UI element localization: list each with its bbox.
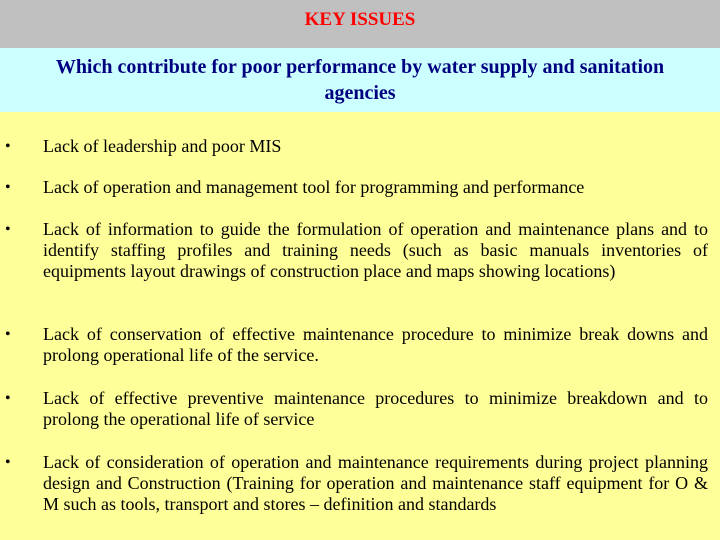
- title-bar: [0, 0, 720, 48]
- bullet-icon: •: [5, 390, 11, 407]
- list-item-text: Lack of leadership and poor MIS: [43, 136, 282, 156]
- list-item-text: Lack of conservation of effective maintenance procedure to minimize break downs and prolong operational life of the service.: [43, 324, 708, 365]
- slide-title: KEY ISSUES: [304, 9, 416, 30]
- bullet-icon: •: [5, 179, 11, 196]
- bullet-icon: •: [5, 454, 11, 471]
- bullet-icon: •: [5, 138, 11, 155]
- list-item-text: Lack of information to guide the formulation of operation and maintenance plans and to identify staffing profiles and training needs (such as basic manuals inventories of equipments layout drawings of construction place and maps showing locations): [43, 219, 708, 281]
- slide-subtitle: Which contribute for poor performance by water supply and sanitation agencies: [55, 56, 665, 104]
- bullet-icon: •: [5, 326, 11, 343]
- list-item-text: Lack of consideration of operation and maintenance requirements during project planning design and Construction (Training for operation and maintenance staff equipment for O & M such as tools, transport and stores – definition and standards: [43, 452, 708, 514]
- bullet-icon: •: [5, 221, 11, 238]
- list-item-text: Lack of effective preventive maintenance procedures to minimize breakdown and to prolong the operational life of service: [43, 388, 708, 429]
- list-item-text: Lack of operation and management tool for programming and performance: [43, 177, 585, 197]
- subtitle-bar: [0, 48, 720, 112]
